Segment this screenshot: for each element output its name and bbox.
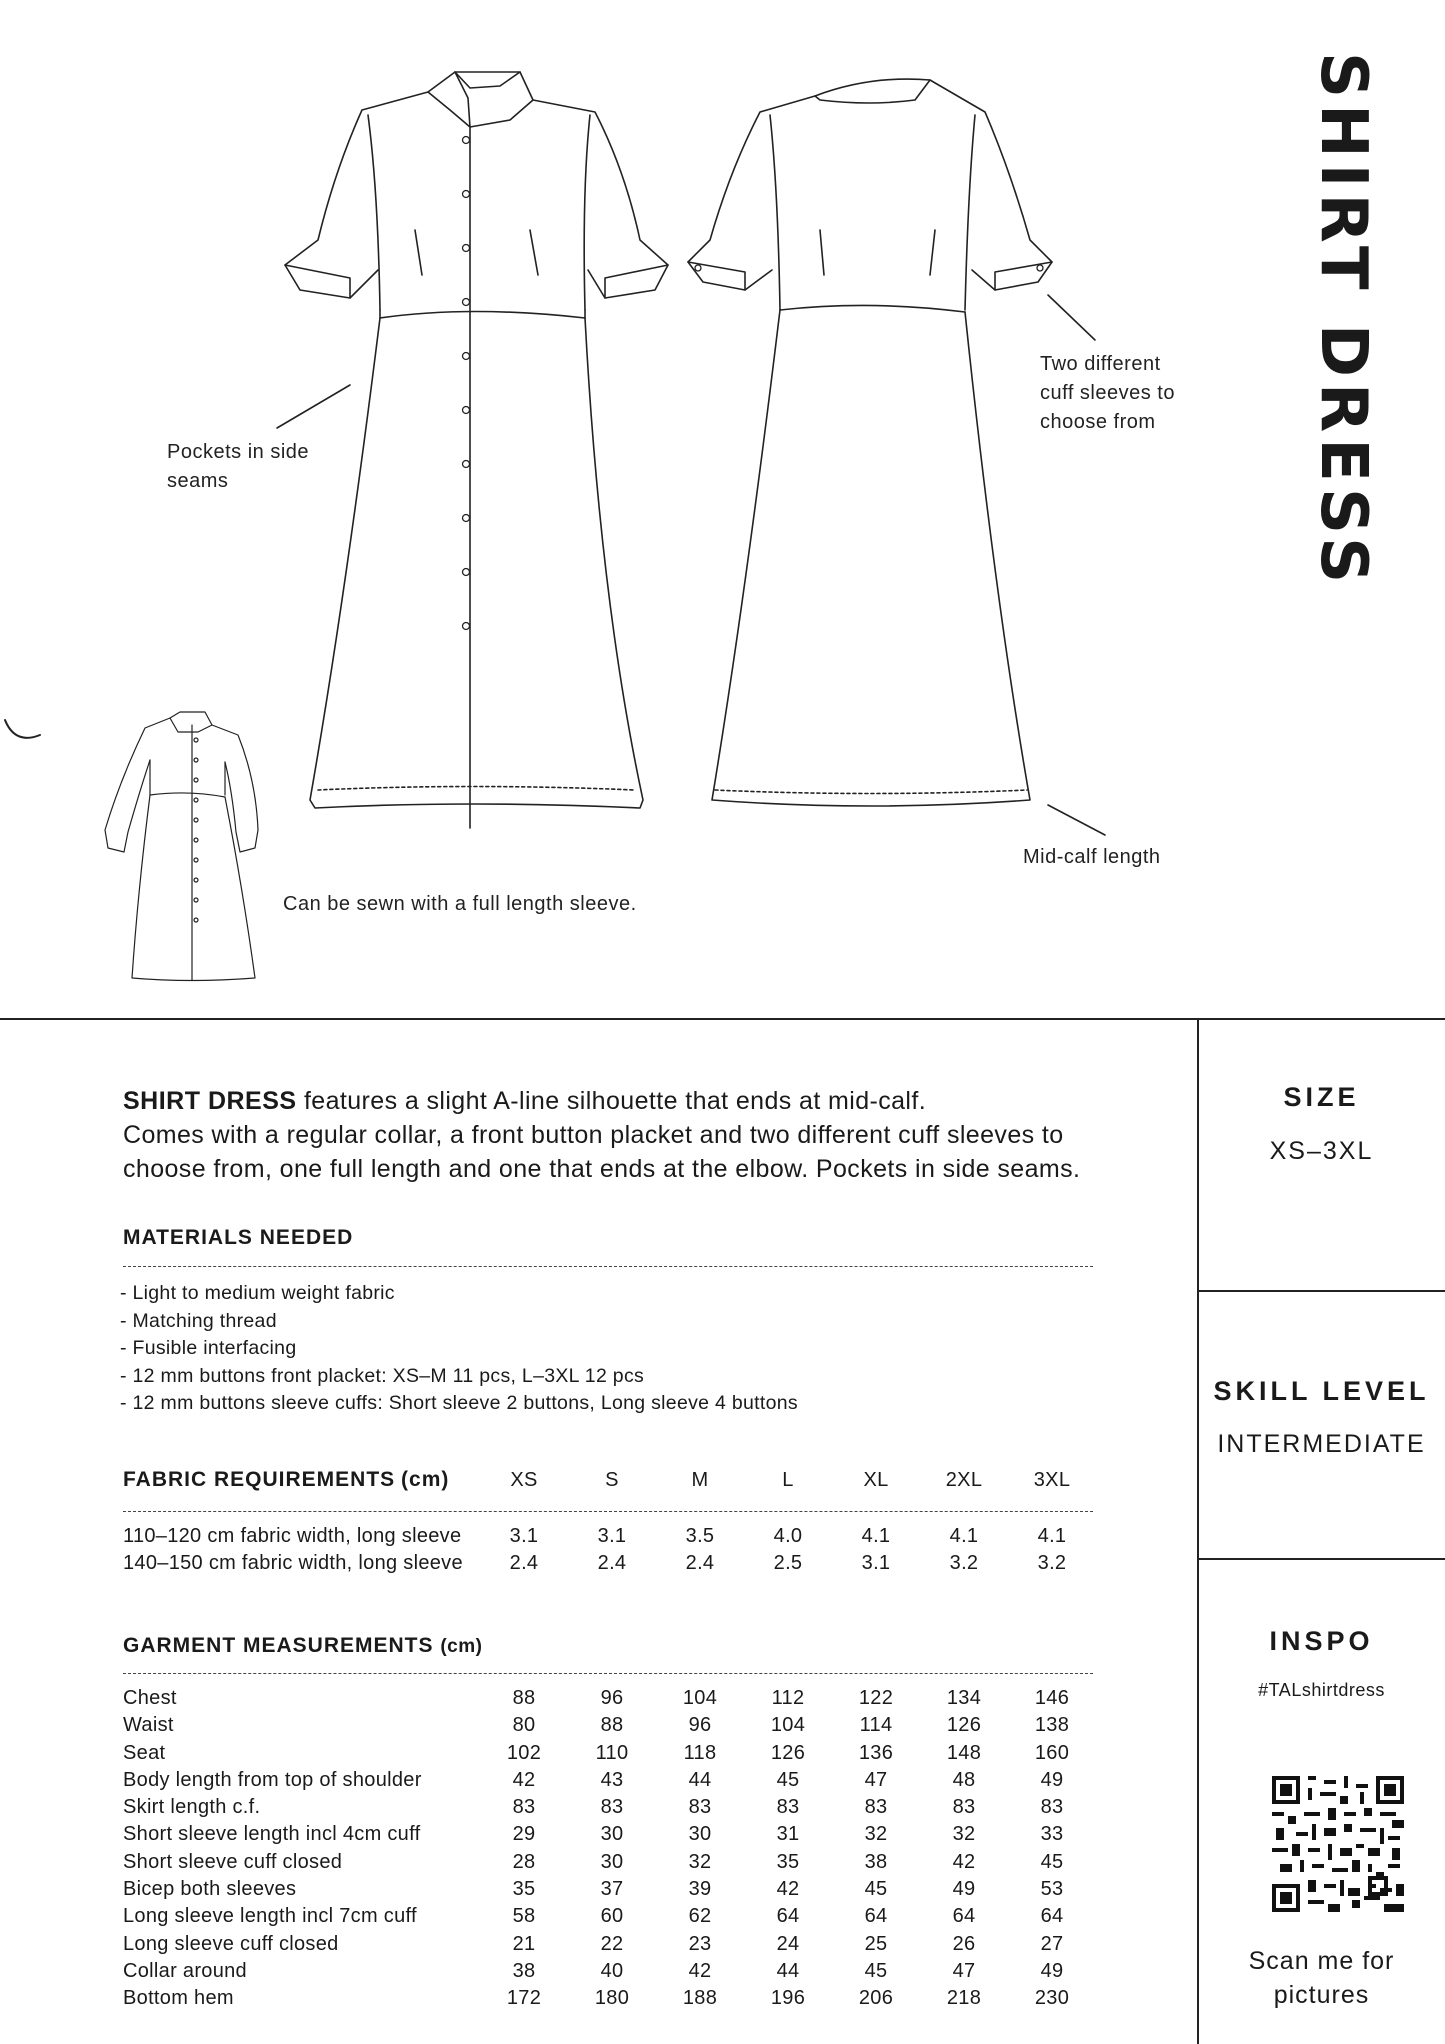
size-header: XS (510, 1468, 538, 1491)
skill-heading: SKILL LEVEL (1213, 1376, 1430, 1406)
garment-heading: GARMENT MEASUREMENTS (cm) (123, 1634, 483, 1657)
table-row: Waist 80 88 96 104 114 126 138 (123, 1714, 1070, 1737)
leader-pockets (277, 385, 350, 428)
skill-value: INTERMEDIATE (1217, 1430, 1426, 1458)
fabric-unit: (cm) (401, 1468, 450, 1491)
garment-table (123, 1685, 1096, 2013)
table-row: Seat 102 110 118 126 136 148 160 (123, 1741, 1070, 1764)
title-vertical (1300, 52, 1380, 590)
table-row: Long sleeve length incl 7cm cuff 58 60 62 64 64 64 64 (123, 1905, 1064, 1928)
leader-cuffs (1048, 295, 1095, 340)
size-heading: SIZE (1283, 1082, 1360, 1112)
materials-list (120, 1280, 798, 1418)
table-row: Skirt length c.f. 83 83 83 83 83 83 83 (123, 1796, 1064, 1819)
divider-sidebar (1197, 1019, 1199, 2044)
fabric-heading: FABRIC REQUIREMENTS (123, 1468, 396, 1491)
divider-side-1 (1198, 1290, 1445, 1292)
materials-heading: MATERIALS NEEDED (123, 1226, 354, 1249)
table-row: Short sleeve cuff closed 28 30 32 35 38 42 45 (123, 1850, 1064, 1873)
size-header: L (782, 1468, 794, 1491)
table-row: 140–150 cm fabric width, long sleeve 2.4 2.4 2.4 2.5 3.1 3.2 3.2 (123, 1552, 1067, 1575)
qr-code-icon[interactable] (1272, 1776, 1404, 1912)
front-view-drawing (285, 72, 668, 828)
page-title: SHIRT DRESS (1306, 52, 1380, 590)
divider-side-2 (1198, 1558, 1445, 1560)
table-row (123, 1466, 1096, 1494)
dash-2 (123, 1511, 1093, 1512)
size-header: 3XL (1033, 1468, 1071, 1491)
size-header: M (691, 1468, 709, 1491)
size-header: XL (863, 1468, 889, 1491)
table-row: Bottom hem 172 180 188 196 206 218 230 (123, 1987, 1070, 2010)
dash-1 (123, 1266, 1093, 1267)
intro-name: SHIRT DRESS (123, 1087, 297, 1115)
inspo-hashtag: #TALshirtdress (1258, 1680, 1385, 1700)
size-value: XS–3XL (1269, 1137, 1374, 1165)
intro-text: SHIRT DRESS features a slight A-line silhouette that ends at mid-calf. Comes with a regular collar, a front button placket and two different cuff sleeves to choose from, one full length and one that ends at the elbow. Pockets in side seams. (123, 1087, 1081, 1183)
long-sleeve-drawing (105, 712, 258, 981)
divider-main (0, 1018, 1445, 1020)
table-row: Body length from top of shoulder 42 43 44 45 47 48 49 (123, 1768, 1064, 1791)
table-row: 110–120 cm fabric width, long sleeve 3.1 3.1 3.5 4.0 4.1 4.1 4.1 (123, 1525, 1067, 1547)
fabric-table (123, 1523, 1096, 1578)
table-row: Collar around 38 40 42 44 45 47 49 (123, 1959, 1064, 1982)
inspo-heading: INSPO (1269, 1626, 1374, 1656)
note-cuffs: Two different cuff sleeves to choose from (1040, 353, 1175, 433)
size-header: S (605, 1468, 619, 1491)
note-pockets: Pockets in side seams (167, 441, 310, 492)
dash-3 (123, 1673, 1093, 1674)
leader-length (1048, 805, 1105, 835)
back-view-drawing (688, 79, 1052, 806)
note-sleeve: Can be sewn with a full length sleeve. (283, 893, 637, 915)
front-buttons (463, 137, 470, 630)
list-item: - 12 mm buttons front placket: XS–M 11 pcs, L–3XL 12 pcs (120, 1364, 645, 1387)
table-row: Long sleeve cuff closed 21 22 23 24 25 26 27 (123, 1932, 1064, 1955)
fabric-header-table (123, 1466, 1096, 1494)
list-item: - Fusible interfacing (120, 1337, 297, 1359)
list-item: - 12 mm buttons sleeve cuffs: Short sleeve 2 buttons, Long sleeve 4 buttons (120, 1392, 798, 1414)
scan-caption: Scan me for pictures (1248, 1947, 1395, 2009)
table-row: Short sleeve length incl 4cm cuff 29 30 30 31 32 32 33 (123, 1823, 1064, 1846)
size-header: 2XL (945, 1468, 983, 1491)
list-item: - Light to medium weight fabric (120, 1282, 395, 1304)
note-length: Mid-calf length (1023, 846, 1161, 868)
list-item: - Matching thread (120, 1309, 277, 1332)
table-row: Chest 88 96 104 112 122 134 146 (123, 1687, 1070, 1709)
table-row: Bicep both sleeves 35 37 39 42 45 49 53 (123, 1878, 1064, 1901)
